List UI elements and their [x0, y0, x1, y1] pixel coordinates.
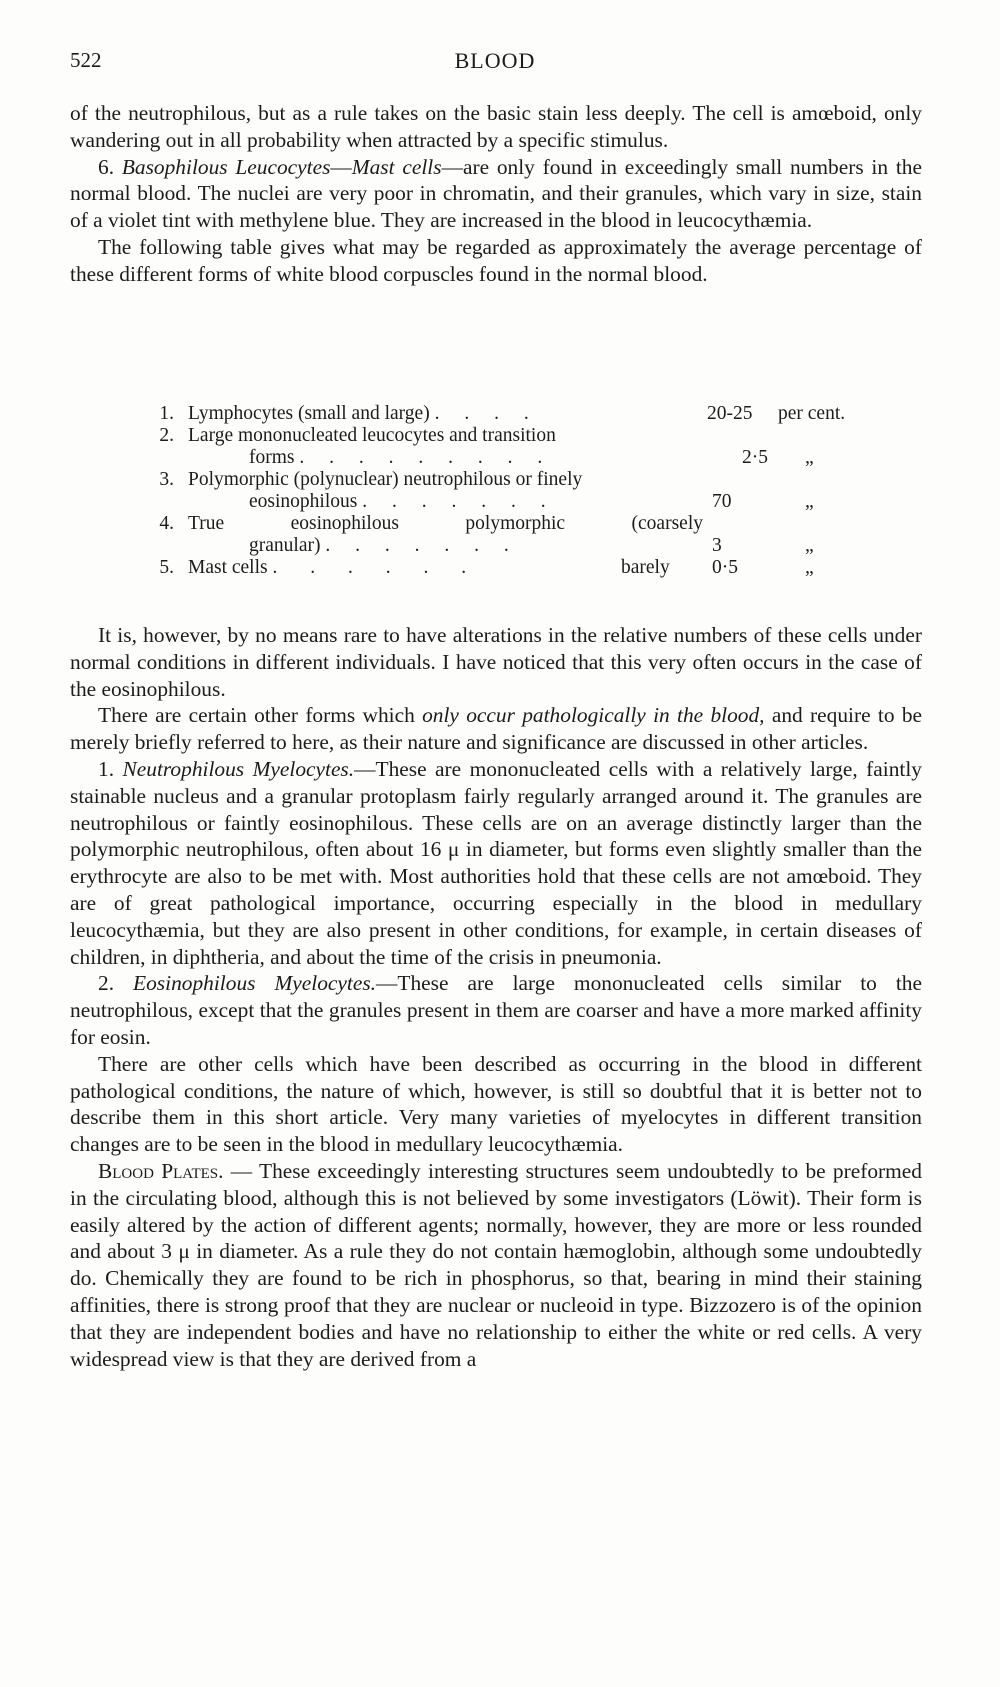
paragraph-text: —are only found in exceedingly small numbers in the normal blood. The nuclei are very poor in chromatin, and their granules, which vary in size, stain of a violet tint with methylene blue. They are increased in the blood in leucocythæmia. [70, 154, 922, 233]
item-number: 1. [98, 756, 115, 781]
table-row [155, 469, 855, 513]
row-unit: „ [805, 447, 814, 469]
paragraph-blood-plates [70, 1158, 922, 1372]
row-number: 2. [159, 425, 174, 446]
row-label: Polymorphic (polynuclear) neutrophilous or finely [188, 469, 583, 490]
row-label: Lymphocytes (small and large) [188, 403, 430, 424]
row-unit: „ [805, 491, 814, 513]
table-row [155, 513, 855, 557]
body-text-top [70, 100, 922, 288]
row-label: granular) [249, 534, 321, 556]
leader-dots: . . . . . . . [362, 490, 556, 512]
table-row [155, 557, 855, 579]
paragraph-text: There are certain other forms which [98, 703, 423, 728]
percentage-table [155, 403, 855, 579]
paragraph-text: and require to be merely briefly referred to here, as their nature and significance are discussed in other articles. [70, 703, 923, 755]
row-number: 4. [159, 513, 174, 534]
row-label: eosinophilous [249, 490, 358, 512]
row-value: 0·5 [712, 557, 738, 578]
paragraph-other-cells: There are other cells which have been described as occurring in the blood in different pathological conditions, the nature of which, however, is still so doubtful that it is better not to describe them in this short article. Very many varieties of myelocytes in different transition changes are to be seen in the blood in medullary leucocythæmia. [70, 1051, 922, 1157]
italic-title: Eosinophilous Myelocytes. [133, 971, 376, 996]
leader-dots: . . . . . . . [325, 534, 519, 556]
paragraph-text: — These exceedingly interesting structures seem undoubtedly to be preformed in the circulating blood, although this is not believed by some investigators (Löwit). Their form is easily altered by the action of different agents; normally, however, they are more or less rounded and about 3 μ in diameter. As a rule they do not contain hæmoglobin, although some undoubtedly do. Chemically they are found to be rich in phosphorus, so that, bearing in mind their staining affinities, there is strong proof that they are nuclear or nucleoid in type. Bizzozero is of the opinion that they are independent bodies and have no relationship to either the white or red cells. A very widespread view is that they are derived from a [70, 1158, 922, 1371]
row-unit: „ [805, 535, 814, 557]
body-text-bottom [70, 622, 922, 1372]
row-number: 5. [159, 557, 174, 578]
paragraph-text: —These are large mononucleated cells similar to the neutrophilous, except that the granules present in them are coarser and have a more marked affinity for eosin. [70, 971, 922, 1049]
running-head: BLOOD [454, 48, 536, 73]
paragraph-pathological [70, 702, 922, 756]
row-qualifier: barely [621, 557, 670, 578]
row-label: True eosinophilous polymorphic (coarsely [188, 513, 703, 534]
leader-dots: . . . . . . [272, 557, 481, 578]
page-header [70, 48, 920, 80]
paragraph-basophil [70, 154, 922, 234]
paragraph-neutrophilous-myelocytes [70, 756, 922, 970]
italic-phrase: only occur pathologically in the blood, [422, 703, 765, 728]
row-number: 1. [159, 403, 174, 424]
italic-title: Basophilous Leucocytes [121, 154, 331, 179]
row-value: 70 [712, 491, 732, 513]
paragraph-eosinophilous-myelocytes [70, 970, 922, 1050]
paragraph-text: —These are mononucleated cells with a relatively large, faintly stainable nucleus and a granular protoplasm fairly regularly arranged around it. The granules are neutrophilous or faintly eosinophilous. These cells are on an average distinctly larger than the polymorphic neutrophilous, often about 16 μ in diameter, but forms even slightly smaller than the erythrocyte are also to be met with. Most authorities hold that these cells are not amœboid. They are of great pathological importance, occurring especially in the blood in medullary leucocythæmia, but they are also present in other conditions, for example, in certain diseases of children, in diphtheria, and about the time of the crisis in pneumonia. [70, 756, 922, 969]
row-value: 3 [712, 535, 722, 557]
row-number: 3. [159, 469, 174, 490]
row-label: Mast cells [188, 557, 268, 578]
paragraph-alterations: It is, however, by no means rare to have alterations in the relative numbers of these cells under normal conditions in different individuals. I have noticed that this very often occurs in the case of the eosinophilous. [70, 623, 922, 701]
leader-dots: . . . . . . . . . [299, 446, 553, 468]
item-number: 2. [98, 971, 115, 996]
leader-dots: . . . . [434, 403, 539, 424]
paragraph-table-intro: The following table gives what may be regarded as approximately the average percentage of these different forms of white blood corpuscles found in the normal blood. [70, 234, 922, 286]
row-label: forms [249, 446, 295, 468]
row-unit: per cent. [778, 403, 846, 424]
italic-title: Mast cells [351, 154, 442, 179]
row-value: 2·5 [742, 447, 768, 469]
row-value: 20-25 [707, 403, 753, 424]
title-dash: — [330, 154, 352, 179]
section-heading: Blood Plates. [98, 1158, 224, 1183]
italic-title: Neutrophilous Myelocytes. [122, 756, 355, 781]
table-row [155, 425, 855, 469]
table-row [155, 403, 855, 425]
item-number: 6. [98, 154, 115, 179]
row-label: Large mononucleated leucocytes and transition [188, 425, 556, 446]
page-number: 522 [70, 48, 102, 72]
row-unit: „ [805, 557, 814, 578]
paragraph-intro: of the neutrophilous, but as a rule takes on the basic stain less deeply. The cell is amœboid, only wandering out in all probability when attracted by a specific stimulus. [70, 101, 922, 152]
